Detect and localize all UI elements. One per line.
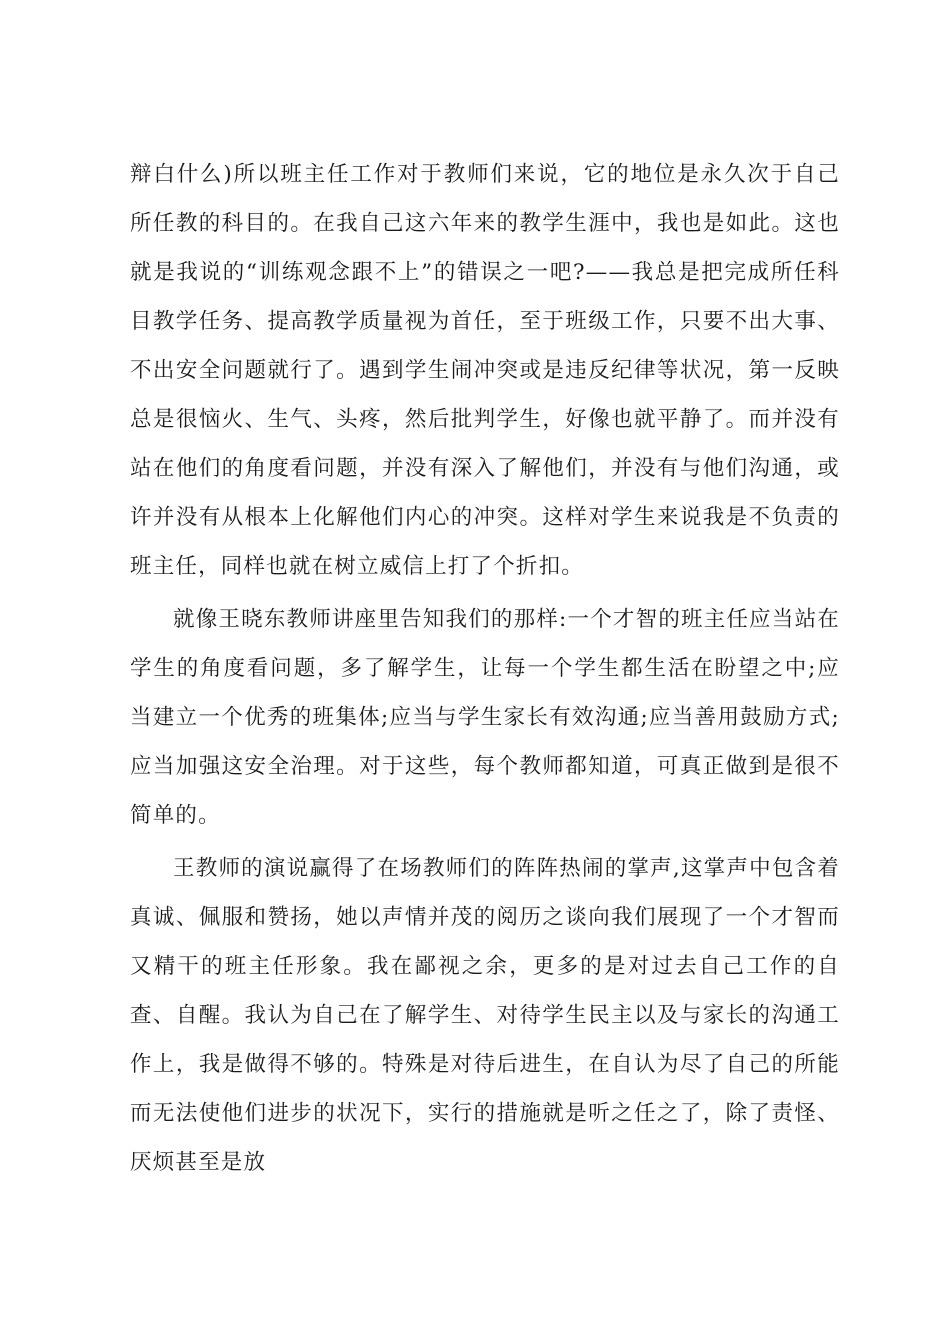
paragraph-continued: 辩白什么)所以班主任工作对于教师们来说，它的地位是永久次于自己所任教的科目的。在我自己这六年来的教学生涯中，我也是如此。这也就是我说的“训练观念跟不上”的错误之一吧?——我总是把完成所任科目教学任务、提高教学质量视为首任，至于班级工作，只要不出大事、不出安全问题就行了。遇到学生闹冲突或是违反纪律等状况，第一反映总是很恼火、生气、头疼，然后批判学生，好像也就平静了。而并没有站在他们的角度看问题，并没有深入了解他们，并没有与他们沟通，或许并没有从根本上化解他们内心的冲突。这样对学生来说我是不负责的班主任，同样也就在树立威信上打了个折扣。	[130, 162, 840, 579]
paragraph-lecture-summary: 就像王晓东教师讲座里告知我们的那样:一个才智的班主任应当站在学生的角度看问题，多了解学生，让每一个学生都生活在盼望之中;应当建立一个优秀的班集体;应当与学生家长有效沟通;应当善用鼓励方式;应当加强这安全治理。对于这些，每个教师都知道，可真正做到是很不简单的。	[130, 607, 840, 828]
document-body	[130, 150, 840, 1187]
paragraph-reflection: 王教师的演说赢得了在场教师们的阵阵热闹的掌声,这掌声中包含着真诚、佩服和赞扬，她以声情并茂的阅历之谈向我们展现了一个才智而又精干的班主任形象。我在鄙视之余，更多的是对过去自己工作的自查、自醒。我认为自己在了解学生、对待学生民主以及与家长的沟通工作上，我是做得不够的。特殊是对待后进生，在自认为尽了自己的所能而无法使他们进步的状况下，实行的措施就是听之任之了，除了责怪、厌烦甚至是放	[130, 856, 840, 1175]
